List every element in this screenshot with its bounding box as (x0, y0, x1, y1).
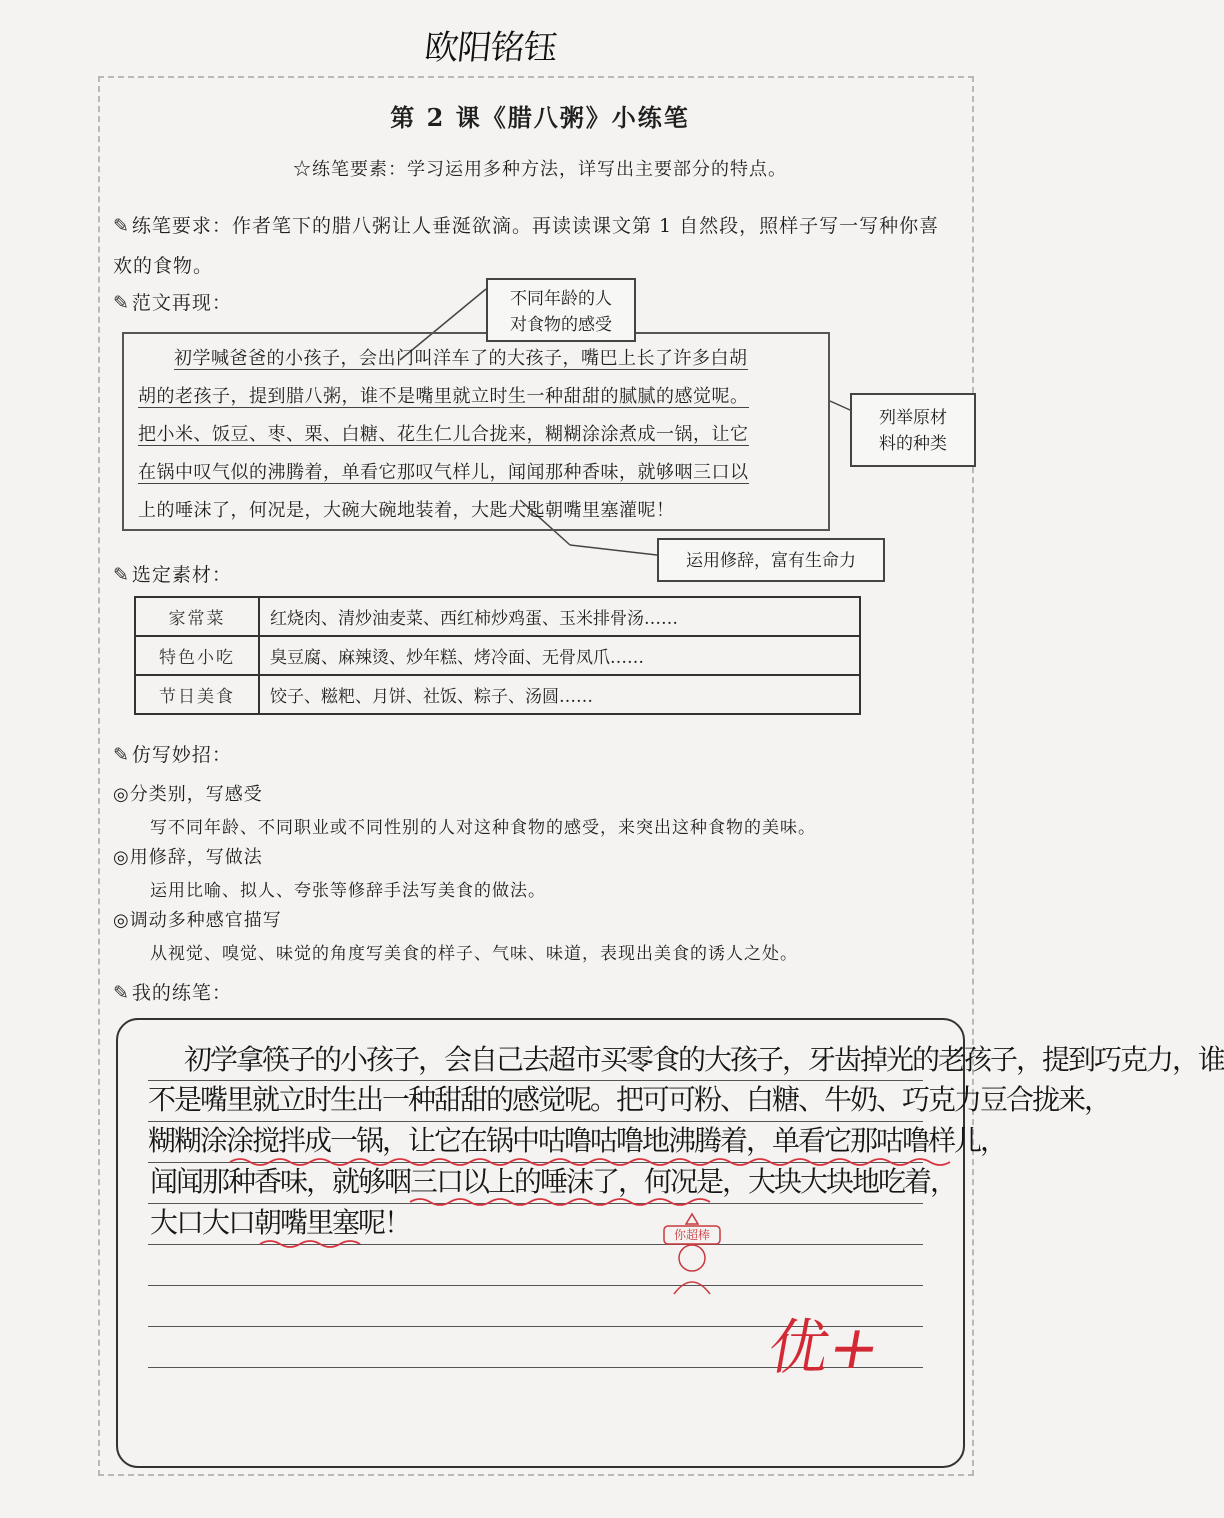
pencil-icon: ✎ (113, 215, 130, 237)
material-items: 红烧肉、清炒油麦菜、西红柿炒鸡蛋、玉米排骨汤…… (259, 597, 860, 636)
practice-line: 糊糊涂涂搅拌成一锅，让它在锅中咕噜咕噜地沸腾着，单看它那咕噜样儿， (148, 1124, 1007, 1157)
praise-stamp (660, 1212, 724, 1296)
practice-line: 大口大口朝嘴里塞呢！ (150, 1206, 411, 1239)
callout-rhetoric: 运用修辞，富有生命力 (657, 538, 885, 582)
model-line-text: 在锅中叹气似的沸腾着，单看它那叹气样儿，闻闻那种香味，就够咽三口以 (138, 462, 749, 483)
tip-desc: 写不同年龄、不同职业或不同性别的人对这种食物的感受，来突出这种食物的美味。 (150, 818, 816, 838)
worksheet-subtitle: ☆练笔要素：学习运用多种方法，详写出主要部分的特点。 (293, 159, 787, 180)
stamp-text: 你超棒 (673, 1228, 710, 1242)
material-category: 家常菜 (135, 597, 259, 636)
material-items: 臭豆腐、麻辣烫、炒年糕、烤冷面、无骨凤爪…… (259, 636, 860, 675)
tip-title: ◎用修辞，写做法 (113, 847, 263, 868)
model-line-text: 把小米、饭豆、枣、栗、白糖、花生仁儿合拢来，糊糊涂涂煮成一锅，让它 (138, 424, 749, 445)
callout-age-line-2: 对食物的感受 (510, 315, 612, 335)
tip-desc: 运用比喻、拟人、夸张等修辞手法写美食的做法。 (150, 881, 546, 901)
requirement-text-2: 欢的食物。 (113, 255, 214, 277)
practice-line: 不是嘴里就立时生出一种甜甜的感觉呢。把可可粉、白糖、牛奶、巧克力豆合拢来， (148, 1083, 1111, 1116)
student-name: 欧阳铭钰 (422, 28, 559, 68)
worksheet-title: 第 2 课《腊八粥》小练笔 (390, 103, 690, 132)
requirement-text-1: 作者笔下的腊八粥让人垂涎欲滴。再读读课文第 1 自然段，照样子写一写种你喜 (231, 215, 940, 237)
tip-desc: 从视觉、嗅觉、味觉的角度写美食的样子、气味、味道，表现出美食的诱人之处。 (150, 944, 798, 964)
practice-line: 闻闻那种香味，就够咽三口以上的唾沫了，何况是，大块大块地吃着， (150, 1165, 957, 1198)
model-line-text: 上的唾沫了，何况是，大碗大碗地装着，大匙大匙朝嘴里塞灌呢！ (138, 500, 675, 521)
model-line-text: 初学喊爸爸的小孩子，会出门叫洋车了的大孩子，嘴巴上长了许多白胡 (174, 348, 748, 369)
practice-label: 我的练笔： (131, 982, 232, 1004)
stamp-figure-icon (660, 1212, 724, 1296)
tip-title: ◎调动多种感官描写 (113, 910, 282, 931)
callout-ingredients-line-1: 列举原材 (879, 408, 947, 428)
pencil-icon: ✎ (113, 292, 130, 314)
material-category: 节日美食 (135, 675, 259, 714)
pencil-icon: ✎ (113, 982, 130, 1004)
model-line-text: 胡的老孩子，提到腊八粥，谁不是嘴里就立时生一种甜甜的腻腻的感觉呢。 (138, 386, 749, 407)
tip-title: ◎分类别，写感受 (113, 784, 263, 805)
practice-line: 初学拿筷子的小孩子，会自己去超市买零食的大孩子，牙齿掉光的老孩子，提到巧克力，谁 (184, 1043, 1224, 1076)
requirement-label: 练笔要求： (131, 215, 232, 237)
material-items: 饺子、糍粑、月饼、社饭、粽子、汤圆…… (259, 675, 860, 714)
callout-ingredients-line-2: 料的种类 (879, 434, 947, 454)
teacher-grade: 优+ (762, 1313, 886, 1383)
callout-age-line-1: 不同年龄的人 (510, 289, 612, 309)
pencil-icon: ✎ (113, 744, 130, 766)
tips-label: 仿写妙招： (131, 744, 232, 766)
material-category: 特色小吃 (135, 636, 259, 675)
pencil-icon: ✎ (113, 564, 130, 586)
model-label: 范文再现： (131, 292, 232, 314)
materials-label: 选定素材： (131, 564, 232, 586)
